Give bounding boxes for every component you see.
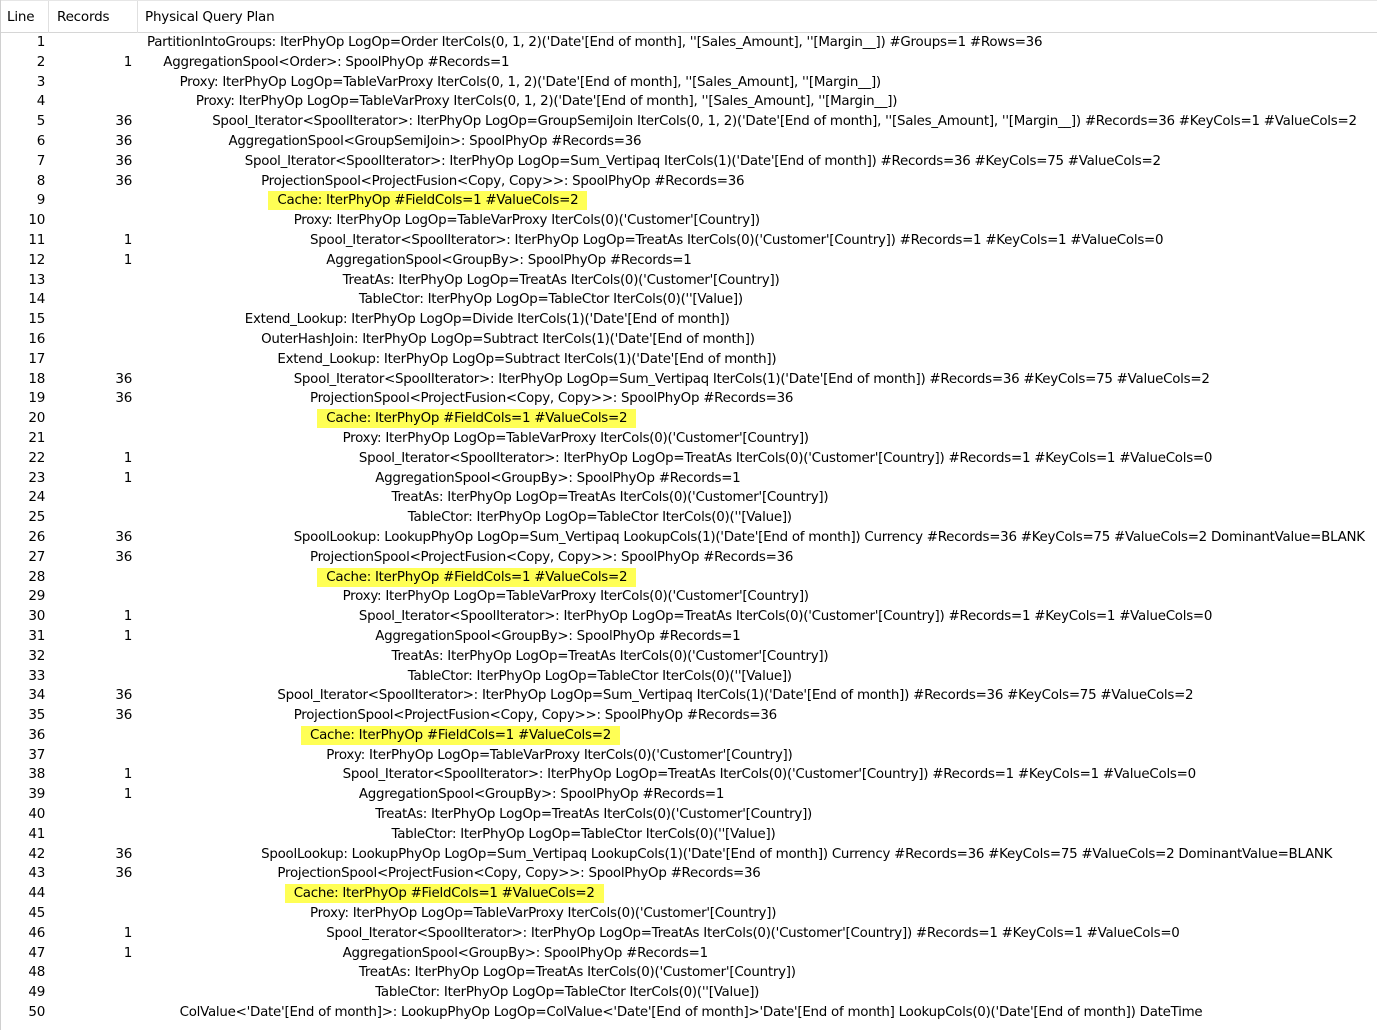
plan-operator-text: AggregationSpool<Order>: SpoolPhyOp #Records=1 — [163, 54, 510, 70]
plan-operator-text: Spool_Iterator<SpoolIterator>: IterPhyOp LogOp=Sum_Vertipaq IterCols(1)('Date'[End of month]) #Records=36 #KeyCols=75 #ValueCols=2 — [293, 371, 1210, 387]
records-cell: 1 — [123, 627, 132, 644]
line-number-cell: 15 — [28, 311, 45, 328]
line-number-cell: 39 — [28, 786, 45, 803]
plan-operator-text: Spool_Iterator<SpoolIterator>: IterPhyOp LogOp=Sum_Vertipaq IterCols(1)('Date'[End of month]) #Records=36 #KeyCols=75 #ValueCols=2 — [277, 688, 1194, 704]
records-cell: 36 — [115, 370, 132, 387]
plan-operator-text: TableCtor: IterPhyOp LogOp=TableCtor IterCols(0)(''[Value]) — [407, 510, 792, 526]
column-header-records[interactable]: Records — [49, 1, 138, 33]
line-number-cell: 25 — [28, 509, 45, 526]
records-cell: 36 — [115, 845, 132, 862]
records-cell: 1 — [123, 924, 132, 941]
line-number-cell: 23 — [28, 469, 45, 486]
line-number-cell: 49 — [28, 984, 45, 1001]
plan-operator-cell — [310, 548, 793, 568]
plan-operator-text: Spool_Iterator<SpoolIterator>: IterPhyOp LogOp=Sum_Vertipaq IterCols(1)('Date'[End of month]) #Records=36 #KeyCols=75 #ValueCols=2 — [244, 153, 1161, 169]
records-cell: 36 — [115, 390, 132, 407]
plan-operator-text: SpoolLookup: LookupPhyOp LogOp=Sum_Vertipaq LookupCols(1)('Date'[End of month]) Currency #Records=36 #KeyCols=75 #ValueCols=2 DominantValue=BLANK — [261, 846, 1333, 862]
plan-operator-cell — [392, 825, 776, 845]
records-cell: 36 — [115, 152, 132, 169]
table-row[interactable] — [1, 290, 1377, 310]
table-row[interactable] — [1, 587, 1377, 607]
line-number-cell: 6 — [36, 132, 45, 149]
plan-operator-cell — [375, 469, 740, 489]
plan-operator-text: Proxy: IterPhyOp LogOp=TableVarProxy IterCols(0)('Customer'[Country]) — [342, 589, 809, 605]
table-row[interactable] — [1, 488, 1377, 508]
table-row[interactable] — [1, 568, 1377, 588]
plan-operator-cell — [180, 73, 881, 93]
records-cell: 36 — [115, 132, 132, 149]
plan-operator-cell — [294, 528, 1365, 548]
plan-operator-cell — [261, 330, 755, 350]
plan-operator-cell — [261, 172, 744, 192]
plan-operator-text: ColValue<'Date'[End of month]>: LookupPhyOp LogOp=ColValue<'Date'[End of month]>'Date'[End of month] LookupCols(0)('Date'[End of month]) DateTime — [179, 1005, 1203, 1021]
line-number-cell: 42 — [28, 845, 45, 862]
plan-operator-cell — [310, 389, 793, 409]
table-row[interactable] — [1, 251, 1377, 271]
line-number-cell: 2 — [36, 53, 45, 70]
line-number-cell: 28 — [28, 568, 45, 585]
plan-operator-cell — [359, 290, 743, 310]
line-number-cell: 32 — [28, 647, 45, 664]
table-row[interactable] — [1, 33, 1377, 53]
plan-operator-cell — [343, 944, 708, 964]
line-number-cell: 9 — [36, 192, 45, 209]
plan-operator-cell — [229, 132, 642, 152]
records-cell: 36 — [115, 687, 132, 704]
highlighted-cache-operator: Cache: IterPhyOp #FieldCols=1 #ValueCols=2 — [268, 191, 587, 210]
line-number-cell: 38 — [28, 766, 45, 783]
line-number-cell: 47 — [28, 944, 45, 961]
table-row[interactable] — [1, 132, 1377, 152]
table-row[interactable] — [1, 211, 1377, 231]
plan-operator-cell — [310, 726, 620, 746]
table-row[interactable] — [1, 825, 1377, 845]
table-row[interactable] — [1, 686, 1377, 706]
line-number-cell: 41 — [28, 825, 45, 842]
records-cell: 36 — [115, 172, 132, 189]
table-row[interactable] — [1, 310, 1377, 330]
table-row[interactable] — [1, 172, 1377, 192]
line-number-cell: 33 — [28, 667, 45, 684]
plan-operator-cell — [359, 607, 1212, 627]
plan-operator-cell — [408, 667, 792, 687]
plan-operator-text: Proxy: IterPhyOp LogOp=TableVarProxy IterCols(0)('Customer'[Country]) — [310, 906, 777, 922]
line-number-cell: 1 — [36, 34, 45, 50]
line-number-cell: 37 — [28, 746, 45, 763]
plan-operator-text: ProjectionSpool<ProjectFusion<Copy, Copy>>: SpoolPhyOp #Records=36 — [310, 549, 794, 565]
plan-operator-text: AggregationSpool<GroupSemiJoin>: SpoolPhyOp #Records=36 — [228, 133, 642, 149]
plan-operator-text: AggregationSpool<GroupBy>: SpoolPhyOp #Records=1 — [326, 252, 692, 268]
records-cell: 36 — [115, 548, 132, 565]
table-row[interactable] — [1, 53, 1377, 73]
plan-operator-text: TableCtor: IterPhyOp LogOp=TableCtor IterCols(0)(''[Value]) — [407, 668, 792, 684]
plan-operator-cell — [163, 53, 509, 73]
line-number-cell: 14 — [28, 291, 45, 308]
table-row[interactable] — [1, 112, 1377, 132]
line-number-cell: 31 — [28, 627, 45, 644]
line-number-cell: 11 — [28, 231, 45, 248]
line-number-cell: 10 — [28, 212, 45, 229]
table-row[interactable] — [1, 1003, 1377, 1023]
plan-operator-text: TableCtor: IterPhyOp LogOp=TableCtor IterCols(0)(''[Value]) — [358, 292, 743, 308]
plan-operator-text: AggregationSpool<GroupBy>: SpoolPhyOp #Records=1 — [342, 945, 708, 961]
plan-operator-text: AggregationSpool<GroupBy>: SpoolPhyOp #Records=1 — [375, 628, 741, 644]
line-number-cell: 29 — [28, 588, 45, 605]
plan-operator-text: Spool_Iterator<SpoolIterator>: IterPhyOp LogOp=TreatAs IterCols(0)('Customer'[Country]) #Records=1 #KeyCols=1 #ValueCols=0 — [358, 450, 1213, 466]
line-number-cell: 17 — [28, 350, 45, 367]
plan-operator-text: Spool_Iterator<SpoolIterator>: IterPhyOp LogOp=TreatAs IterCols(0)('Customer'[Country]) #Records=1 #KeyCols=1 #ValueCols=0 — [342, 767, 1196, 783]
table-row[interactable] — [1, 944, 1377, 964]
plan-operator-cell — [359, 963, 796, 983]
plan-operator-cell — [326, 924, 1179, 944]
records-cell: 1 — [123, 231, 132, 248]
highlighted-cache-operator: Cache: IterPhyOp #FieldCols=1 #ValueCols=2 — [317, 568, 636, 587]
line-number-cell: 12 — [28, 251, 45, 268]
line-number-cell: 22 — [28, 449, 45, 466]
plan-operator-cell — [147, 33, 1042, 53]
table-row[interactable] — [1, 191, 1377, 211]
plan-operator-cell — [277, 350, 776, 370]
plan-operator-text: SpoolLookup: LookupPhyOp LogOp=Sum_Vertipaq LookupCols(1)('Date'[End of month]) Currency #Records=36 #KeyCols=75 #ValueCols=2 DominantValue=BLANK — [293, 529, 1365, 545]
line-number-cell: 21 — [28, 429, 45, 446]
column-header-line[interactable]: Line — [1, 1, 49, 33]
plan-operator-cell — [180, 1003, 1203, 1023]
table-row[interactable] — [1, 607, 1377, 627]
table-row[interactable] — [1, 746, 1377, 766]
plan-operator-cell — [277, 864, 760, 884]
line-number-cell: 46 — [28, 924, 45, 941]
plan-operator-text: TreatAs: IterPhyOp LogOp=TreatAs IterCols(0)('Customer'[Country]) — [375, 807, 813, 823]
records-cell: 1 — [123, 469, 132, 486]
line-number-cell: 43 — [28, 865, 45, 882]
table-row[interactable] — [1, 904, 1377, 924]
records-cell: 1 — [123, 766, 132, 783]
plan-operator-text: TreatAs: IterPhyOp LogOp=TreatAs IterCols(0)('Customer'[Country]) — [342, 272, 780, 288]
highlighted-cache-operator: Cache: IterPhyOp #FieldCols=1 #ValueCols=2 — [317, 409, 636, 428]
plan-operator-cell — [343, 271, 780, 291]
plan-operator-cell — [326, 568, 636, 588]
table-row[interactable] — [1, 845, 1377, 865]
records-cell: 1 — [123, 251, 132, 268]
plan-operator-cell — [375, 627, 740, 647]
line-number-cell: 40 — [28, 806, 45, 823]
plan-rows — [1, 33, 1377, 1023]
plan-operator-cell — [343, 429, 809, 449]
line-number-cell: 30 — [28, 608, 45, 625]
table-row[interactable] — [1, 864, 1377, 884]
records-cell: 1 — [123, 449, 132, 466]
plan-operator-text: TreatAs: IterPhyOp LogOp=TreatAs IterCols(0)('Customer'[Country]) — [391, 490, 829, 506]
plan-operator-cell — [245, 310, 730, 330]
plan-operator-text: Extend_Lookup: IterPhyOp LogOp=Subtract IterCols(1)('Date'[End of month]) — [277, 351, 777, 367]
table-row[interactable] — [1, 271, 1377, 291]
plan-operator-text: Spool_Iterator<SpoolIterator>: IterPhyOp LogOp=TreatAs IterCols(0)('Customer'[Country]) #Records=1 #KeyCols=1 #ValueCols=0 — [358, 609, 1213, 625]
plan-operator-text: TableCtor: IterPhyOp LogOp=TableCtor IterCols(0)(''[Value]) — [391, 826, 776, 842]
table-row[interactable] — [1, 627, 1377, 647]
records-cell: 36 — [115, 707, 132, 724]
table-row[interactable] — [1, 706, 1377, 726]
records-cell: 36 — [115, 865, 132, 882]
table-row[interactable] — [1, 884, 1377, 904]
plan-operator-text: AggregationSpool<GroupBy>: SpoolPhyOp #Records=1 — [358, 787, 725, 803]
plan-operator-cell — [294, 884, 604, 904]
plan-operator-cell — [196, 92, 897, 112]
table-row[interactable] — [1, 449, 1377, 469]
line-number-cell: 20 — [28, 410, 45, 427]
records-cell: 1 — [123, 53, 132, 70]
plan-operator-cell — [310, 231, 1163, 251]
plan-operator-cell — [408, 508, 792, 528]
plan-operator-cell — [294, 706, 777, 726]
table-row[interactable] — [1, 548, 1377, 568]
records-cell: 36 — [115, 113, 132, 130]
grid-header — [1, 0, 1377, 33]
plan-operator-cell — [261, 845, 1332, 865]
plan-operator-text: Extend_Lookup: IterPhyOp LogOp=Divide IterCols(1)('Date'[End of month]) — [244, 312, 730, 328]
plan-operator-text: Proxy: IterPhyOp LogOp=TableVarProxy IterCols(0)('Customer'[Country]) — [293, 213, 760, 229]
table-row[interactable] — [1, 785, 1377, 805]
column-header-physical-query-plan[interactable]: Physical Query Plan — [145, 9, 275, 25]
plan-operator-cell — [326, 251, 691, 271]
plan-operator-cell — [310, 904, 776, 924]
table-row[interactable] — [1, 330, 1377, 350]
plan-operator-cell — [326, 746, 792, 766]
plan-operator-text: TableCtor: IterPhyOp LogOp=TableCtor IterCols(0)(''[Value]) — [375, 985, 760, 1001]
plan-operator-text: OuterHashJoin: IterPhyOp LogOp=Subtract IterCols(1)('Date'[End of month]) — [261, 331, 755, 347]
table-row[interactable] — [1, 231, 1377, 251]
line-number-cell: 44 — [28, 885, 45, 902]
plan-operator-cell — [212, 112, 1357, 132]
plan-operator-text: Proxy: IterPhyOp LogOp=TableVarProxy IterCols(0)('Customer'[Country]) — [342, 430, 809, 446]
line-number-cell: 45 — [28, 905, 45, 922]
plan-operator-cell — [277, 686, 1193, 706]
plan-operator-cell — [343, 765, 1196, 785]
plan-operator-text: TreatAs: IterPhyOp LogOp=TreatAs IterCols(0)('Customer'[Country]) — [391, 648, 829, 664]
line-number-cell: 13 — [28, 271, 45, 288]
table-row[interactable] — [1, 370, 1377, 390]
table-row[interactable] — [1, 429, 1377, 449]
table-row[interactable] — [1, 73, 1377, 93]
line-number-cell: 7 — [36, 152, 45, 169]
table-row[interactable] — [1, 469, 1377, 489]
plan-operator-cell — [375, 983, 759, 1003]
table-row[interactable] — [1, 924, 1377, 944]
plan-operator-text: ProjectionSpool<ProjectFusion<Copy, Copy>>: SpoolPhyOp #Records=36 — [310, 391, 794, 407]
table-row[interactable] — [1, 528, 1377, 548]
plan-operator-text: TreatAs: IterPhyOp LogOp=TreatAs IterCols(0)('Customer'[Country]) — [358, 965, 796, 981]
table-row[interactable] — [1, 389, 1377, 409]
plan-operator-cell — [359, 785, 724, 805]
plan-operator-cell — [375, 805, 812, 825]
line-number-cell: 48 — [28, 964, 45, 981]
table-row[interactable] — [1, 350, 1377, 370]
plan-operator-cell — [294, 370, 1210, 390]
plan-operator-cell — [392, 488, 829, 508]
table-row[interactable] — [1, 726, 1377, 746]
plan-operator-text: AggregationSpool<GroupBy>: SpoolPhyOp #Records=1 — [375, 470, 741, 486]
line-number-cell: 18 — [28, 370, 45, 387]
plan-operator-text: Proxy: IterPhyOp LogOp=TableVarProxy IterCols(0, 1, 2)('Date'[End of month], ''[Sales_Amount], ''[Margin__]) — [195, 94, 898, 110]
line-number-cell: 26 — [28, 528, 45, 545]
table-row[interactable] — [1, 805, 1377, 825]
plan-operator-cell — [277, 191, 587, 211]
table-row[interactable] — [1, 647, 1377, 667]
plan-operator-text: PartitionIntoGroups: IterPhyOp LogOp=Order IterCols(0, 1, 2)('Date'[End of month], ''[Sales_Amount], ''[Margin__]) #Groups=1 #Rows=36 — [147, 35, 1043, 50]
plan-operator-text: ProjectionSpool<ProjectFusion<Copy, Copy>>: SpoolPhyOp #Records=36 — [261, 173, 745, 189]
line-number-cell: 36 — [28, 726, 45, 743]
line-number-cell: 8 — [36, 172, 45, 189]
plan-operator-text: ProjectionSpool<ProjectFusion<Copy, Copy>>: SpoolPhyOp #Records=36 — [277, 866, 761, 882]
plan-operator-cell — [392, 647, 829, 667]
records-cell: 1 — [123, 608, 132, 625]
plan-operator-cell — [343, 587, 809, 607]
line-number-cell: 34 — [28, 687, 45, 704]
plan-operator-text: Proxy: IterPhyOp LogOp=TableVarProxy IterCols(0)('Customer'[Country]) — [326, 747, 793, 763]
records-cell: 36 — [115, 528, 132, 545]
line-number-cell: 24 — [28, 489, 45, 506]
table-row[interactable] — [1, 409, 1377, 429]
plan-operator-cell — [245, 152, 1161, 172]
line-number-cell: 19 — [28, 390, 45, 407]
plan-operator-cell — [326, 409, 636, 429]
plan-operator-text: ProjectionSpool<ProjectFusion<Copy, Copy>>: SpoolPhyOp #Records=36 — [293, 708, 777, 724]
table-row[interactable] — [1, 92, 1377, 112]
plan-operator-text: Proxy: IterPhyOp LogOp=TableVarProxy IterCols(0, 1, 2)('Date'[End of month], ''[Sales_Amount], ''[Margin__]) — [179, 74, 881, 90]
line-number-cell: 27 — [28, 548, 45, 565]
highlighted-cache-operator: Cache: IterPhyOp #FieldCols=1 #ValueCols=2 — [285, 884, 604, 903]
plan-operator-cell — [359, 449, 1212, 469]
line-number-cell: 5 — [36, 113, 45, 130]
table-row[interactable] — [1, 963, 1377, 983]
table-row[interactable] — [1, 508, 1377, 528]
table-row[interactable] — [1, 667, 1377, 687]
highlighted-cache-operator: Cache: IterPhyOp #FieldCols=1 #ValueCols=2 — [301, 726, 620, 745]
plan-operator-text: Spool_Iterator<SpoolIterator>: IterPhyOp LogOp=TreatAs IterCols(0)('Customer'[Country]) #Records=1 #KeyCols=1 #ValueCols=0 — [310, 232, 1164, 248]
plan-operator-cell — [294, 211, 760, 231]
records-cell: 1 — [123, 786, 132, 803]
plan-operator-text: Spool_Iterator<SpoolIterator>: IterPhyOp LogOp=TreatAs IterCols(0)('Customer'[Country]) #Records=1 #KeyCols=1 #ValueCols=0 — [326, 925, 1180, 941]
plan-operator-text: Spool_Iterator<SpoolIterator>: IterPhyOp LogOp=GroupSemiJoin IterCols(0, 1, 2)('Date'[End of month], ''[Sales_Amount], ''[Margin__]) #Records=36 #KeyCols=1 #ValueCols=2 — [212, 114, 1357, 130]
table-row[interactable] — [1, 983, 1377, 1003]
line-number-cell: 3 — [36, 73, 45, 90]
table-row[interactable] — [1, 765, 1377, 785]
line-number-cell: 50 — [28, 1004, 45, 1021]
table-row[interactable] — [1, 152, 1377, 172]
line-number-cell: 35 — [28, 707, 45, 724]
line-number-cell: 16 — [28, 330, 45, 347]
records-cell: 1 — [123, 944, 132, 961]
line-number-cell: 4 — [36, 93, 45, 110]
